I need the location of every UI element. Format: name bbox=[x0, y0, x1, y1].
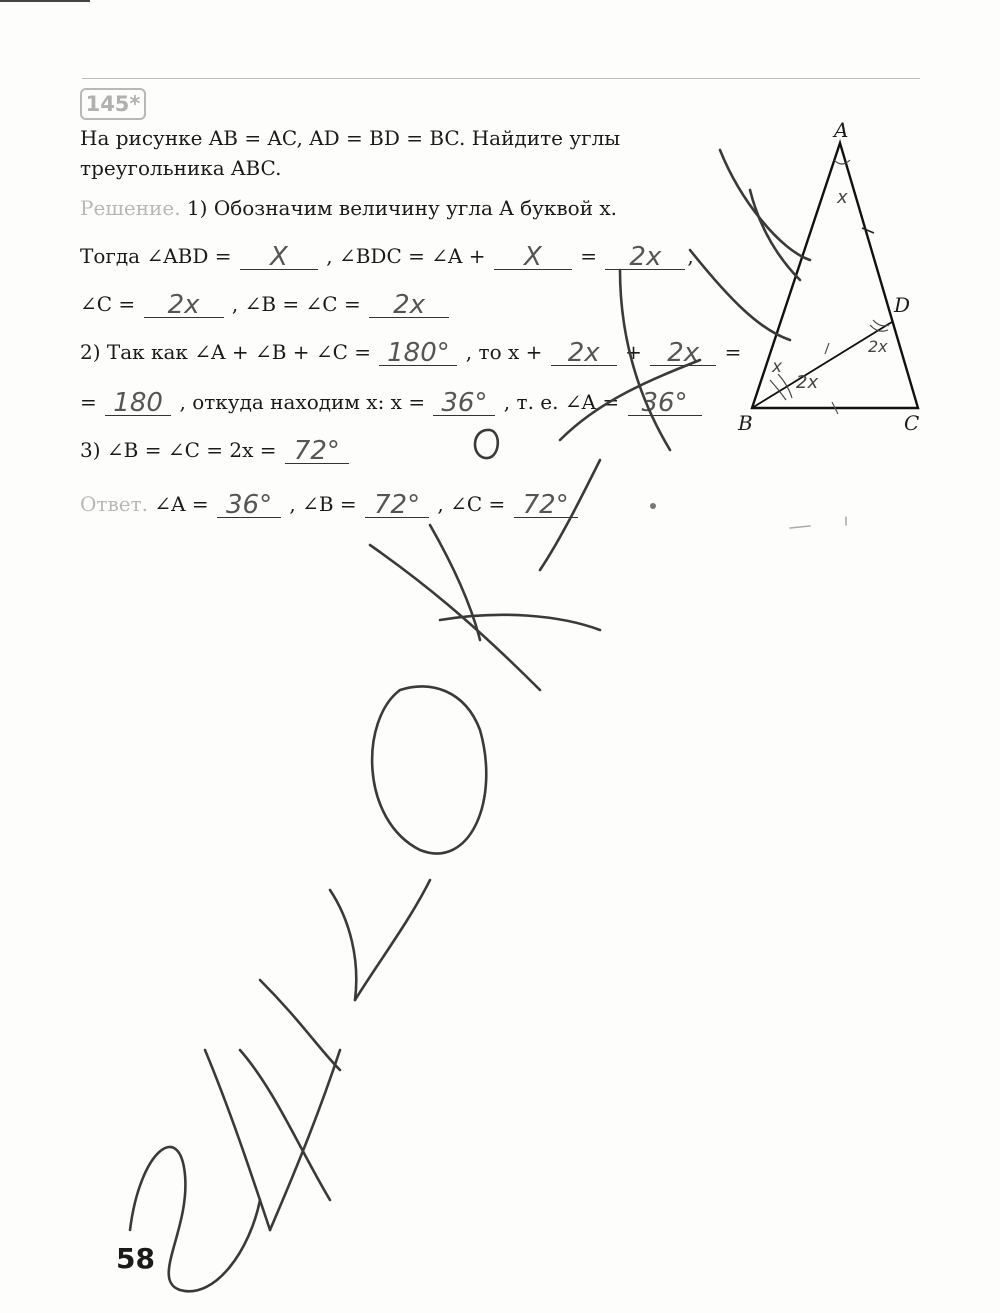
triangle-figure bbox=[737, 118, 919, 435]
figure-angle-a-x: x bbox=[837, 187, 848, 208]
solution-line-2: Тогда ∠ABD = X , ∠BDC = ∠A + X = 2x , bbox=[80, 242, 694, 272]
scribble-letter-o bbox=[372, 686, 486, 853]
answer-field-a[interactable]: 36° bbox=[217, 493, 281, 518]
scribble-stroke-2 bbox=[270, 1050, 340, 1230]
scribble-stroke-12 bbox=[620, 270, 670, 450]
step3-label: 3) ∠B = ∠C = 2x = bbox=[80, 438, 277, 462]
angle-arc-b1 bbox=[770, 380, 786, 400]
solution-heading: Решение. bbox=[80, 196, 181, 220]
answer-field-c-final[interactable]: 72° bbox=[514, 493, 578, 518]
angle-arc-a bbox=[834, 160, 850, 164]
step2-eq-start: = bbox=[80, 390, 97, 414]
scribble-stroke-15 bbox=[690, 250, 790, 340]
answer-field-c[interactable]: 2x bbox=[144, 293, 224, 318]
scribble-stroke-13 bbox=[720, 150, 810, 260]
answer-field-sum[interactable]: 180° bbox=[379, 341, 457, 366]
vertex-label-c: C bbox=[904, 411, 920, 435]
vertex-label-b: B bbox=[738, 411, 753, 435]
step2-plus-sign: + bbox=[625, 340, 642, 364]
step1-eq-sign: = bbox=[580, 244, 598, 268]
answer-heading: Ответ. bbox=[80, 492, 148, 516]
stray-mark-1 bbox=[790, 526, 810, 528]
vertex-label-a: A bbox=[834, 118, 849, 142]
scribble-dot bbox=[650, 503, 656, 509]
step1-text: 1) Обозначим величину угла A буквой x. bbox=[186, 196, 618, 220]
problem-line-2: треугольника ABC. bbox=[80, 156, 282, 180]
problem-number-badge: 145* bbox=[80, 88, 146, 120]
step2-find-x-label: , откуда находим x: x = bbox=[179, 390, 426, 414]
problem-line-1: На рисунке AB = AC, AD = BD = BC. Найдите углы bbox=[80, 126, 621, 150]
page-number: 58 bbox=[116, 1242, 155, 1275]
scribble-stroke-8 bbox=[440, 615, 600, 630]
step2-sum-label: 2) Так как ∠A + ∠B + ∠C = bbox=[80, 340, 372, 364]
answer-field-angle-a[interactable]: 36° bbox=[628, 391, 702, 416]
handwritten-scribble bbox=[130, 150, 846, 1291]
answer-field-result[interactable]: 180 bbox=[105, 391, 171, 416]
answer-b-label: , ∠B = bbox=[289, 492, 357, 516]
answer-field-term2[interactable]: 2x bbox=[650, 341, 716, 366]
figure-angle-b-x: x bbox=[772, 357, 783, 377]
tick-mark-ad bbox=[862, 228, 874, 233]
step2-x-label: , то x + bbox=[465, 340, 543, 364]
step2-eq-sign: = bbox=[724, 340, 742, 364]
angle-arc-b2 bbox=[778, 374, 792, 398]
answer-field-x-value[interactable]: 36° bbox=[433, 391, 495, 416]
scribble-stroke-11 bbox=[560, 360, 700, 440]
vertex-label-d: D bbox=[894, 293, 911, 317]
answer-field-b-eq-c[interactable]: 2x bbox=[369, 293, 449, 318]
answer-field-abd[interactable]: X bbox=[240, 245, 318, 270]
scribble-stroke-10 bbox=[540, 460, 600, 570]
figure-angle-d-2x: 2x bbox=[868, 337, 888, 356]
scribble-stroke-5 bbox=[330, 890, 356, 1000]
answer-a-label: ∠A = bbox=[154, 492, 209, 516]
answer-field-bdc-result[interactable]: 2x bbox=[605, 245, 685, 270]
step1-b-eq-c-label: , ∠B = ∠C = bbox=[231, 292, 361, 316]
answer-field-step3[interactable]: 72° bbox=[285, 439, 349, 464]
figure-angle-b-2x: 2x bbox=[796, 372, 819, 393]
scribble-stroke-6 bbox=[355, 880, 430, 1000]
answer-field-bdc-add[interactable]: X bbox=[494, 245, 572, 270]
step1-abd-label: Тогда ∠ABD = bbox=[80, 244, 232, 268]
scribble-stroke-9 bbox=[430, 525, 480, 640]
step1-c-label: ∠C = bbox=[80, 292, 136, 316]
step2-angle-a-label: , т. е. ∠A = bbox=[503, 390, 620, 414]
scribble-small-circle bbox=[475, 430, 498, 458]
answer-c-label: , ∠C = bbox=[437, 492, 506, 516]
step1-bdc-label: , ∠BDC = ∠A + bbox=[326, 244, 486, 268]
scribble-stroke-4 bbox=[260, 980, 340, 1070]
tick-mark-bd bbox=[825, 343, 829, 354]
answer-field-term1[interactable]: 2x bbox=[551, 341, 617, 366]
answer-field-b[interactable]: 72° bbox=[365, 493, 429, 518]
